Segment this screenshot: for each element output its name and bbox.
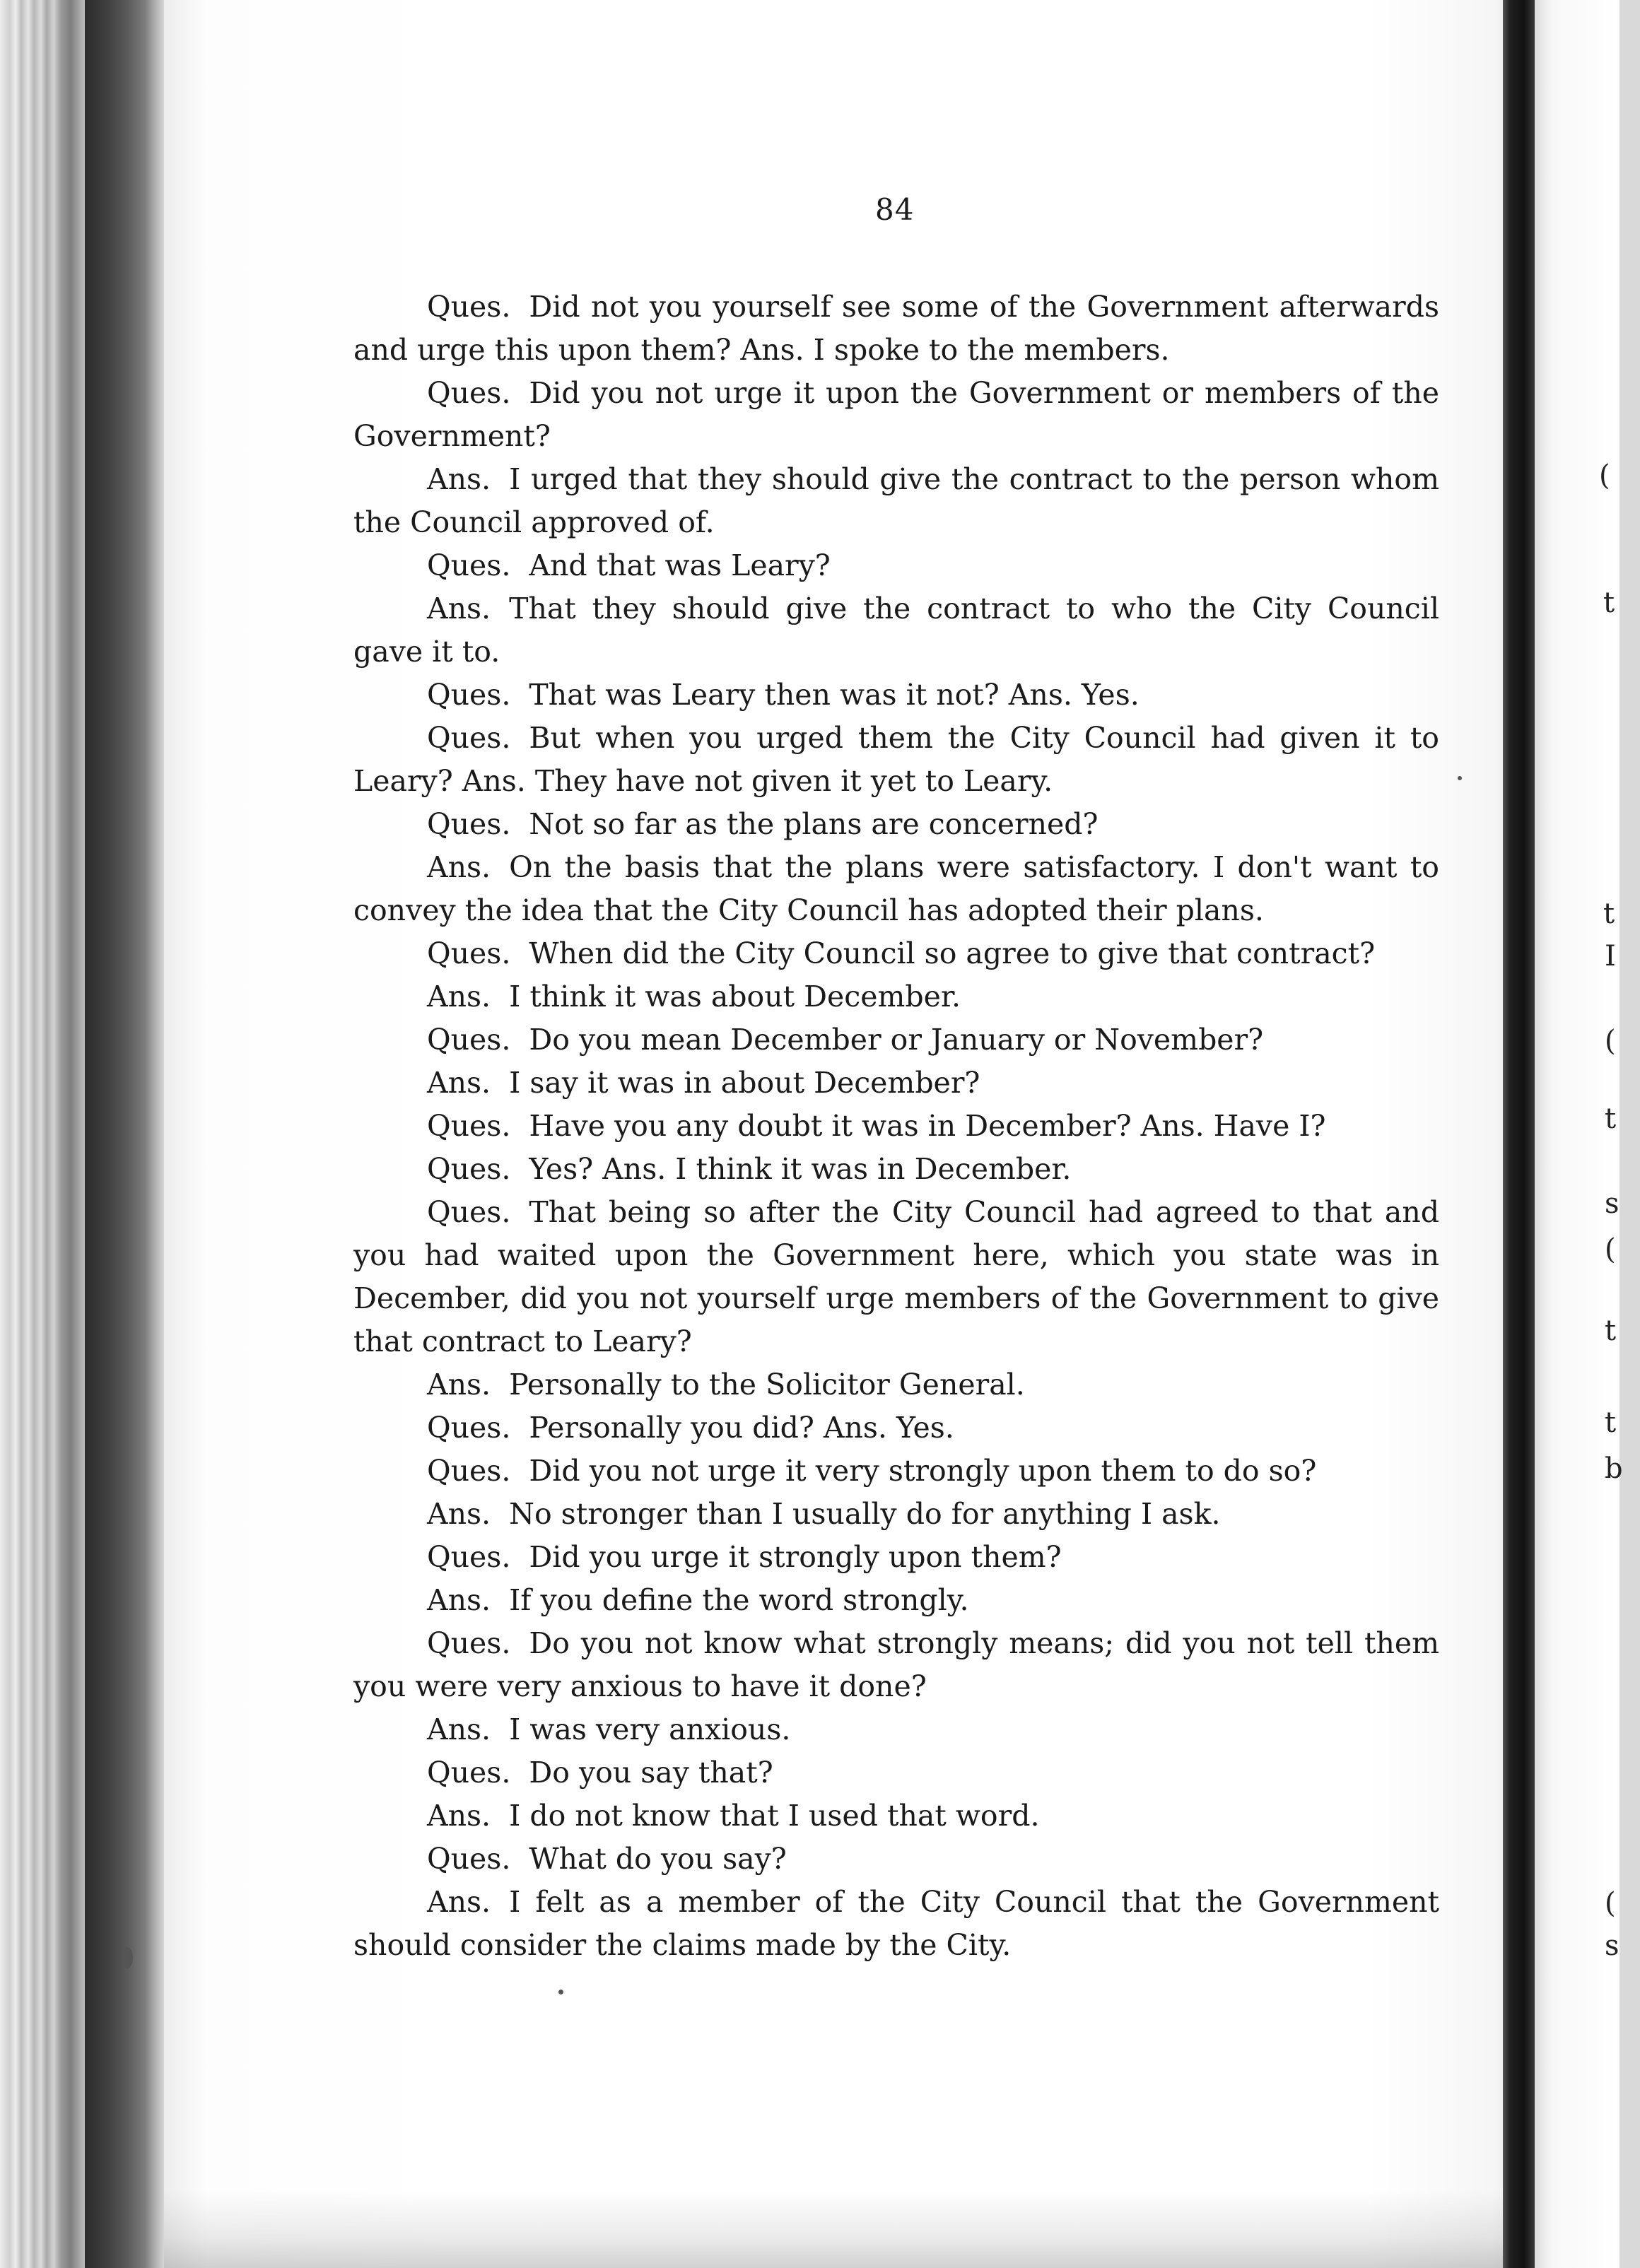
edge-letter: ( — [1599, 459, 1610, 492]
speaker-label: Ans. — [427, 1583, 491, 1617]
testimony-paragraph — [353, 1363, 1439, 1406]
testimony-paragraph — [353, 1406, 1439, 1450]
paragraph-text: Personally you did? Ans. Yes. — [529, 1411, 954, 1445]
speaker-label: Ans. — [427, 592, 491, 625]
book-gutter-shadow — [85, 0, 164, 2268]
paragraph-text: That was Leary then was it not? Ans. Yes. — [529, 678, 1140, 712]
testimony-paragraph — [353, 1536, 1439, 1579]
paragraph-text: What do you say? — [529, 1842, 787, 1876]
left-page-stack-edges — [0, 0, 85, 2268]
speaker-label: Ques. — [427, 548, 511, 582]
edge-letter: ( — [1605, 1025, 1616, 1057]
testimony-paragraph — [353, 587, 1439, 674]
testimony-paragraph — [353, 846, 1439, 932]
page-bottom-shadow — [164, 2190, 1516, 2268]
edge-letter: I — [1605, 940, 1616, 973]
testimony-paragraph — [353, 717, 1439, 803]
speaker-label: Ans. — [427, 850, 491, 884]
speaker-label: Ques. — [427, 1626, 511, 1660]
paragraph-text: Yes? Ans. I think it was in December. — [529, 1152, 1072, 1186]
speaker-label: Ques. — [427, 1152, 511, 1186]
speaker-label: Ans. — [427, 1368, 491, 1402]
edge-letter: t — [1603, 587, 1615, 619]
speaker-label: Ques. — [427, 1411, 511, 1445]
speaker-label: Ques. — [427, 1842, 511, 1876]
paragraph-text: I say it was in about December? — [509, 1066, 980, 1100]
paragraph-text: Did you not urge it upon the Government or members of the Government? — [353, 376, 1439, 453]
edge-letter: t — [1603, 898, 1615, 930]
paragraph-text: When did the City Council so agree to give that contract? — [529, 936, 1376, 970]
testimony-paragraph — [353, 544, 1439, 587]
paragraph-text: And that was Leary? — [529, 548, 831, 582]
speaker-label: Ques. — [427, 1454, 511, 1488]
testimony-paragraph — [353, 1191, 1439, 1363]
ink-speck — [1458, 776, 1462, 780]
testimony-paragraph — [353, 458, 1439, 544]
speaker-label: Ques. — [427, 678, 511, 712]
speaker-label: Ques. — [427, 936, 511, 970]
paragraph-text: Do you say that? — [529, 1756, 773, 1790]
speaker-label: Ans. — [427, 1712, 491, 1746]
edge-letter: b — [1605, 1452, 1623, 1485]
ink-speck — [558, 1990, 563, 1994]
paragraph-text: I think it was about December. — [509, 980, 961, 1013]
testimony-paragraph — [353, 1794, 1439, 1838]
testimony-paragraph — [353, 975, 1439, 1018]
speaker-label: Ques. — [427, 376, 511, 410]
right-binding-shadow — [1503, 0, 1535, 2268]
paragraph-text: Do you mean December or January or November? — [529, 1023, 1264, 1057]
testimony-paragraph — [353, 1881, 1439, 1967]
testimony-paragraph — [353, 803, 1439, 846]
testimony-paragraph — [353, 1838, 1439, 1881]
speaker-label: Ans. — [427, 462, 491, 496]
testimony-paragraph — [353, 674, 1439, 717]
speaker-label: Ques. — [427, 1540, 511, 1574]
edge-letter: ( — [1605, 1233, 1616, 1266]
speaker-label: Ans. — [427, 1066, 491, 1100]
speaker-label: Ques. — [427, 721, 511, 755]
speaker-label: Ans. — [427, 1885, 491, 1919]
testimony-paragraph — [353, 1708, 1439, 1751]
page-number: 84 — [875, 192, 915, 227]
speaker-label: Ques. — [427, 1195, 511, 1229]
paragraph-text: I urged that they should give the contract to the person whom the Council approved of. — [353, 462, 1439, 539]
speaker-label: Ques. — [427, 807, 511, 841]
paragraph-text: I was very anxious. — [509, 1712, 791, 1746]
speaker-label: Ques. — [427, 290, 511, 324]
paragraph-text: That being so after the City Council had agreed to that and you had waited upon the Government here, which you state was in December, did you not yourself urge members of the Government to give that contract to Leary? — [353, 1195, 1439, 1358]
speaker-label: Ques. — [427, 1109, 511, 1143]
testimony-paragraph — [353, 1622, 1439, 1708]
testimony-paragraph — [353, 1579, 1439, 1622]
testimony-text — [353, 286, 1439, 1967]
paragraph-text: Have you any doubt it was in December? Ans. Have I? — [529, 1109, 1326, 1143]
testimony-paragraph — [353, 1493, 1439, 1536]
paragraph-text: I do not know that I used that word. — [509, 1799, 1040, 1833]
edge-letter: s — [1605, 1929, 1620, 1962]
paragraph-text: Not so far as the plans are concerned? — [529, 807, 1099, 841]
testimony-paragraph — [353, 1018, 1439, 1062]
paragraph-text: But when you urged them the City Council had given it to Leary? Ans. They have not given it yet to Leary. — [353, 721, 1439, 798]
speaker-label: Ques. — [427, 1023, 511, 1057]
edge-letter: t — [1605, 1315, 1617, 1347]
paragraph-text: No stronger than I usually do for anything I ask. — [509, 1497, 1221, 1531]
paragraph-text: If you define the word strongly. — [509, 1583, 969, 1617]
speaker-label: Ans. — [427, 1497, 491, 1531]
edge-letter: t — [1605, 1103, 1617, 1135]
paragraph-text: Do you not know what strongly means; did you not tell them you were very anxious to have it done? — [353, 1626, 1439, 1703]
testimony-paragraph — [353, 372, 1439, 458]
speaker-label: Ques. — [427, 1756, 511, 1790]
paragraph-text: I felt as a member of the City Council that the Government should consider the claims made by the City. — [353, 1885, 1439, 1962]
edge-letter: t — [1605, 1406, 1617, 1439]
paragraph-text: Did you urge it strongly upon them? — [529, 1540, 1062, 1574]
testimony-paragraph — [353, 1062, 1439, 1105]
ink-speck — [122, 1947, 133, 1968]
paragraph-text: That they should give the contract to who the City Council gave it to. — [353, 592, 1439, 669]
paragraph-text: On the basis that the plans were satisfactory. I don't want to convey the idea that the City Council has adopted their plans. — [353, 850, 1439, 927]
paragraph-text: Did you not urge it very strongly upon them to do so? — [529, 1454, 1317, 1488]
edge-letter: s — [1605, 1187, 1620, 1220]
testimony-paragraph — [353, 1450, 1439, 1493]
speaker-label: Ans. — [427, 980, 491, 1013]
speaker-label: Ans. — [427, 1799, 491, 1833]
edge-letter: ( — [1605, 1887, 1616, 1920]
testimony-paragraph — [353, 1751, 1439, 1794]
testimony-paragraph — [353, 932, 1439, 975]
paragraph-text: Did not you yourself see some of the Government afterwards and urge this upon them? Ans. I spoke to the members. — [353, 290, 1439, 367]
testimony-paragraph — [353, 1105, 1439, 1148]
testimony-paragraph — [353, 1148, 1439, 1191]
paragraph-text: Personally to the Solicitor General. — [509, 1368, 1025, 1402]
testimony-paragraph — [353, 286, 1439, 372]
